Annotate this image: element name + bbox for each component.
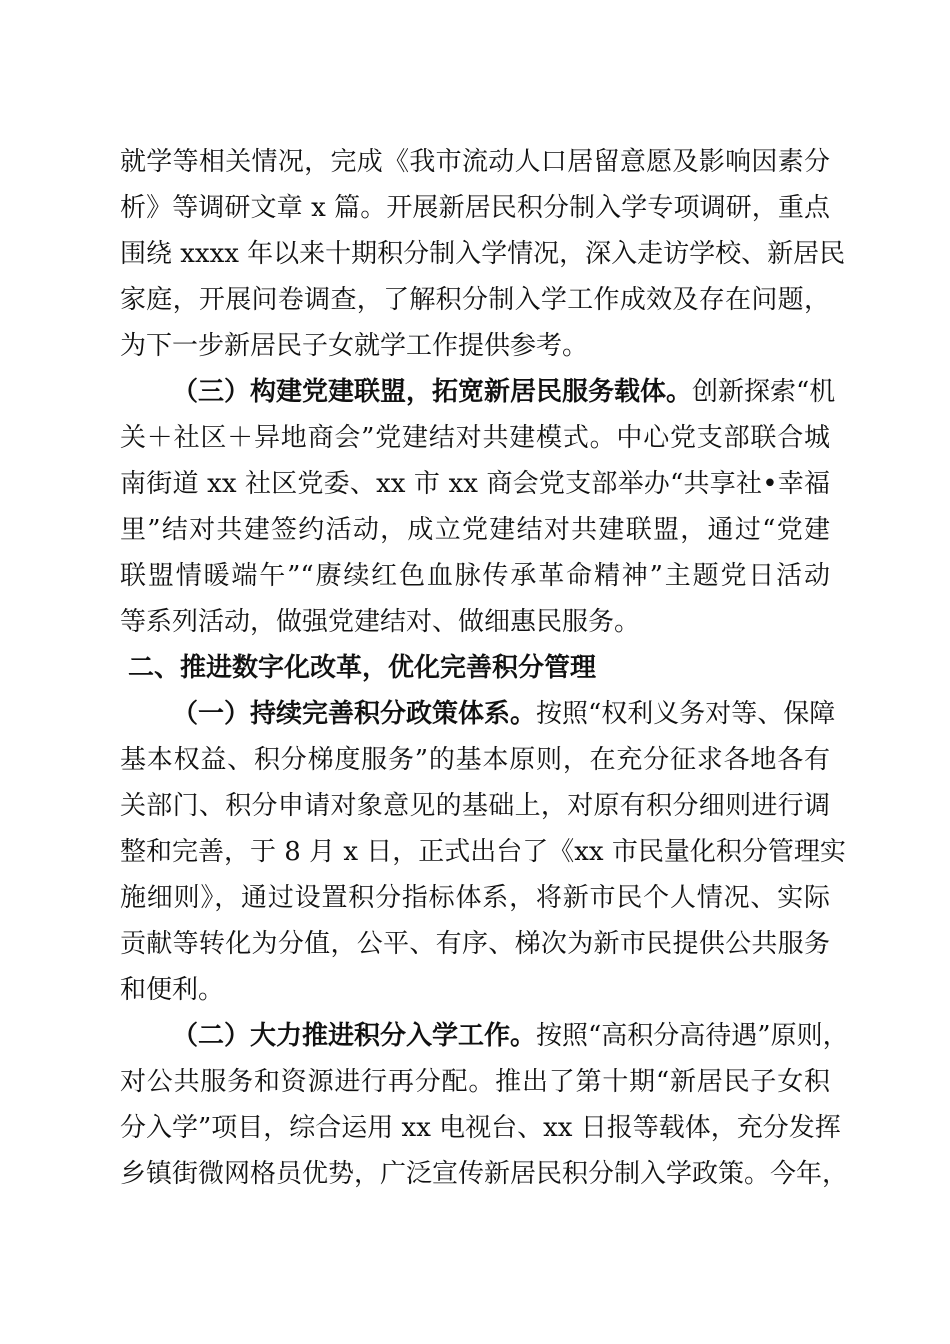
paragraph-line: 和便利。 xyxy=(120,975,225,1005)
paragraph-lead-text: 按照“权利义务对等、保障 xyxy=(536,699,836,729)
paragraph-line: 关＋社区＋异地商会”党建结对共建模式。中心党支部联合城 xyxy=(120,423,830,453)
paragraph-line: 南街道 xx 社区党委、xx 市 xx 商会党支部举办“共享社•幸福 xyxy=(120,469,830,499)
paragraph-line: 关部门、积分申请对象意见的基础上，对原有积分细则进行调 xyxy=(120,791,830,821)
paragraph-line: 分入学”项目，综合运用 xx 电视台、xx 日报等载体，充分发挥 xyxy=(120,1113,841,1143)
paragraph-line: 对公共服务和资源进行再分配。推出了第十期“新居民子女积 xyxy=(120,1067,830,1097)
paragraph-line: 基本权益、积分梯度服务”的基本原则，在充分征求各地各有 xyxy=(120,745,830,775)
paragraph-line: 整和完善，于 8 月 x 日，正式出台了《xx 市民量化积分管理实 xyxy=(120,837,846,867)
paragraph-line: 家庭，开展问卷调查，了解积分制入学工作成效及存在问题， xyxy=(120,285,830,315)
paragraph-lead-title: （二）大力推进积分入学工作。 xyxy=(172,1021,537,1051)
paragraph-lead-title: （三）构建党建联盟，拓宽新居民服务载体。 xyxy=(172,377,693,407)
paragraph-line: 为下一步新居民子女就学工作提供参考。 xyxy=(120,331,589,361)
paragraph-line: 里”结对共建签约活动，成立党建结对共建联盟，通过“党建 xyxy=(120,515,830,545)
paragraph-lead-line xyxy=(172,692,836,736)
paragraph-line: 就学等相关情况，完成《我市流动人口居留意愿及影响因素分 xyxy=(120,147,830,177)
paragraph-lead-title: （一）持续完善积分政策体系。 xyxy=(172,699,537,729)
paragraph-lead-line xyxy=(172,370,836,414)
paragraph-line: 联盟情暖端午”“赓续红色血脉传承革命精神”主题党日活动 xyxy=(120,561,830,591)
section-heading: 二、推进数字化改革，优化完善积分管理 xyxy=(128,653,597,683)
paragraph-lead-text: 创新探索“机 xyxy=(692,377,836,407)
paragraph-line: 乡镇街微网格员优势，广泛宣传新居民积分制入学政策。今年， xyxy=(120,1159,849,1189)
paragraph-line: 等系列活动，做强党建结对、做细惠民服务。 xyxy=(120,607,641,637)
paragraph-line: 施细则》，通过设置积分指标体系，将新市民个人情况、实际 xyxy=(120,883,830,913)
paragraph-lead-text: 按照“高积分高待遇”原则， xyxy=(536,1021,849,1051)
paragraph-lead-line xyxy=(172,1014,849,1058)
paragraph-line: 贡献等转化为分值，公平、有序、梯次为新市民提供公共服务 xyxy=(120,929,830,959)
paragraph-line: 围绕 xxxx 年以来十期积分制入学情况，深入走访学校、新居民 xyxy=(120,239,846,269)
paragraph-line: 析》等调研文章 x 篇。开展新居民积分制入学专项调研，重点 xyxy=(120,193,830,223)
